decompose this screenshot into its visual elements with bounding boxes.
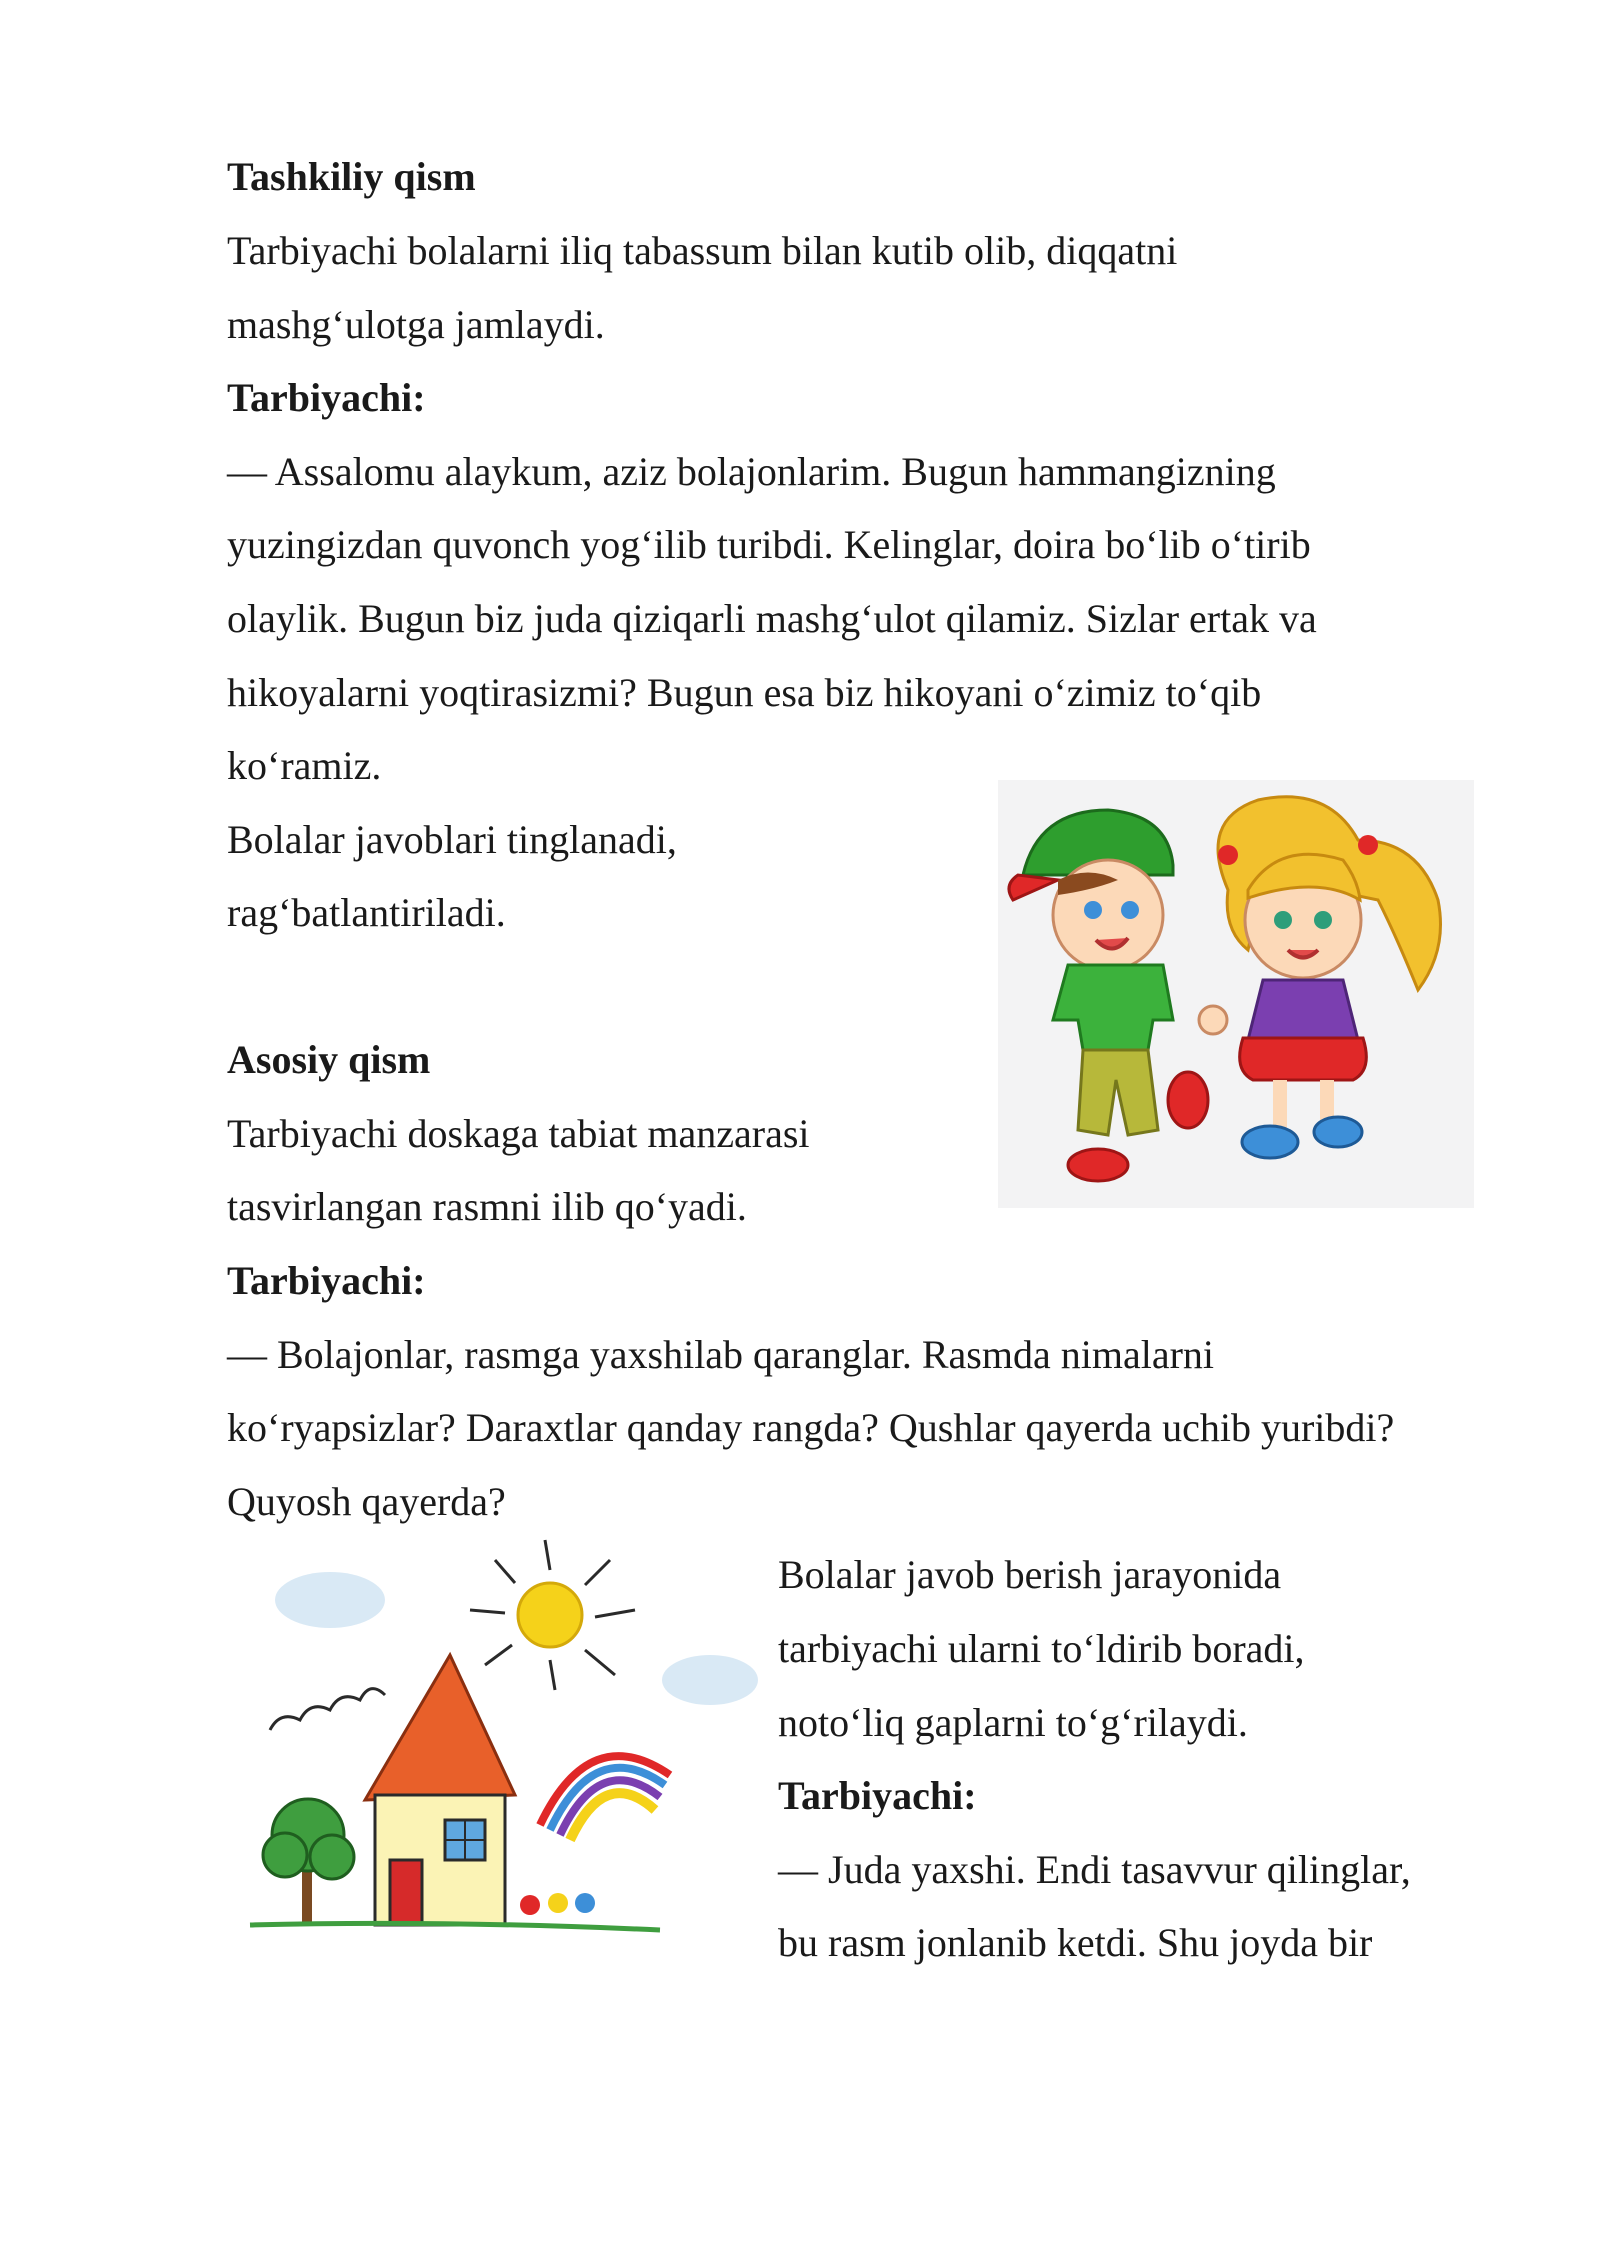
speaker-label: Tarbiyachi: [778, 1773, 977, 1818]
heading-asosiy-qism: Asosiy qism [227, 1037, 431, 1082]
note-line: tarbiyachi ularni to‘ldirib boradi, [778, 1626, 1305, 1671]
children-drawing [998, 780, 1474, 1208]
heading-tashkiliy-qism: Tashkiliy qism [227, 154, 476, 199]
paragraph-line: mashg‘ulotga jamlaydi. [227, 302, 605, 347]
speech-line: — Assalomu alaykum, aziz bolajonlarim. Bugun hammangizning [227, 449, 1276, 494]
speech-line: ko‘ramiz. [227, 743, 382, 788]
house-drawing [240, 1535, 760, 1960]
speech-line: bu rasm jonlanib ketdi. Shu joyda bir [778, 1920, 1373, 1965]
speech-line: ko‘ryapsizlar? Daraxtlar qanday rangda? Qushlar qayerda uchib yuribdi? [227, 1405, 1395, 1450]
note-line: Bolalar javoblari tinglanadi, [227, 817, 677, 862]
note-line: rag‘batlantiriladi. [227, 890, 506, 935]
speech-line: — Juda yaxshi. Endi tasavvur qilinglar, [778, 1847, 1411, 1892]
paragraph-line: tasvirlangan rasmni ilib qo‘yadi. [227, 1184, 747, 1229]
note-line: Bolalar javob berish jarayonida [778, 1552, 1282, 1597]
paragraph-line: Tarbiyachi bolalarni iliq tabassum bilan kutib olib, diqqatni [227, 228, 1178, 273]
speaker-label: Tarbiyachi: [227, 1258, 426, 1303]
speech-line: olaylik. Bugun biz juda qiziqarli mashg‘ulot qilamiz. Sizlar ertak va [227, 596, 1317, 641]
paragraph-line: Tarbiyachi doskaga tabiat manzarasi [227, 1111, 810, 1156]
speech-line: hikoyalarni yoqtirasizmi? Bugun esa biz hikoyani o‘zimiz to‘qib [227, 670, 1262, 715]
note-line: noto‘liq gaplarni to‘g‘rilaydi. [778, 1700, 1248, 1745]
children-illustration [998, 780, 1474, 1208]
speaker-label: Tarbiyachi: [227, 375, 426, 420]
house-drawing-illustration [240, 1535, 760, 1960]
speech-line: — Bolajonlar, rasmga yaxshilab qaranglar. Rasmda nimalarni [227, 1332, 1215, 1377]
speech-line: Quyosh qayerda? [227, 1479, 506, 1524]
speech-line: yuzingizdan quvonch yog‘ilib turibdi. Kelinglar, doira bo‘lib o‘tirib [227, 522, 1311, 567]
